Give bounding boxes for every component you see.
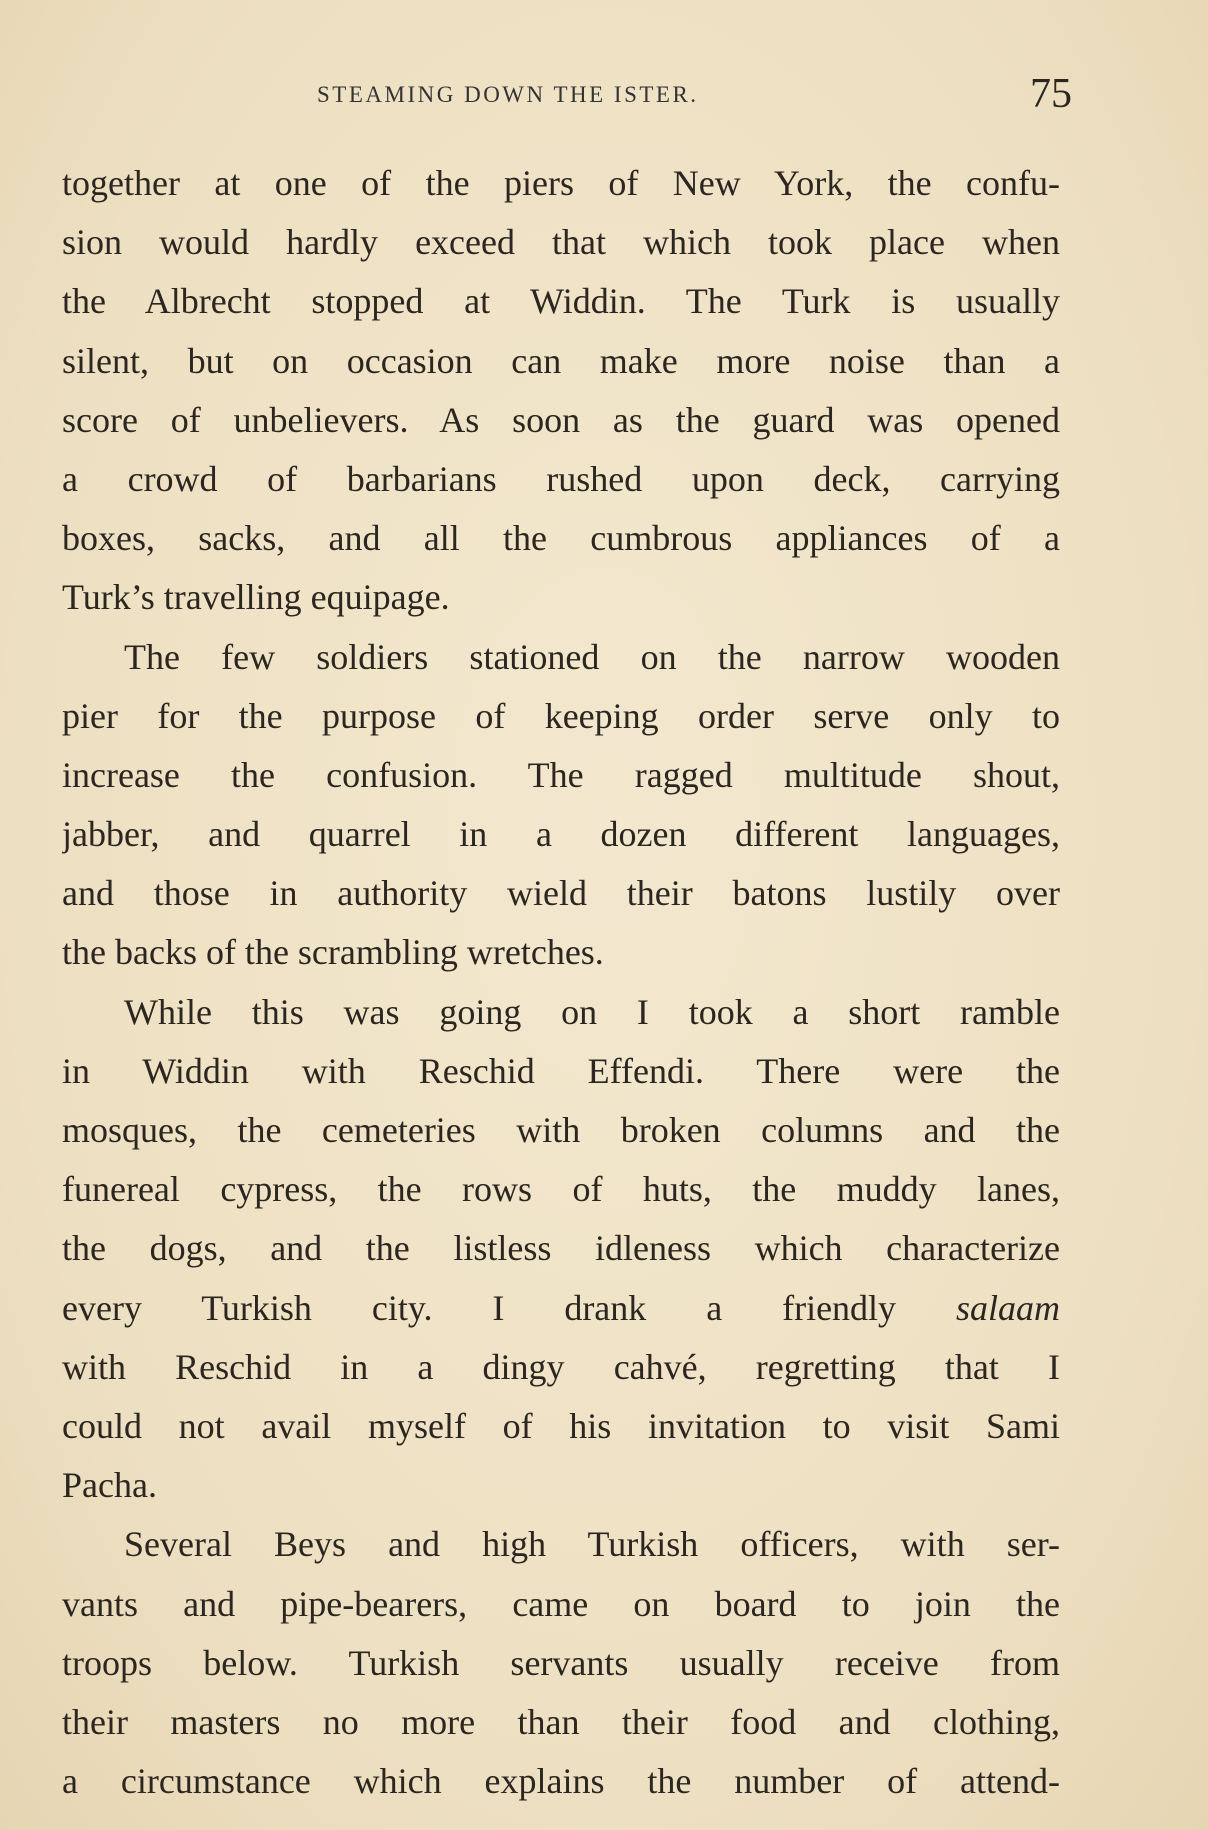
- running-head: [62, 68, 1072, 124]
- text-line: jabber, and quarrel in a dozen different languages,: [62, 814, 1060, 855]
- text-line: in Widdin with Reschid Effendi. There were the: [62, 1050, 1060, 1091]
- text-line: their masters no more than their food and clothing,: [62, 1701, 1060, 1742]
- text-line: together at one of the piers of New York, the confu-: [62, 163, 1060, 203]
- text-line: the backs of the scrambling wretches.: [62, 932, 604, 973]
- text-line: funereal cypress, the rows of huts, the muddy lanes,: [62, 1169, 1060, 1210]
- running-title: STEAMING DOWN THE ISTER.: [317, 82, 699, 107]
- text-line: score of unbelievers. As soon as the guard was opened: [62, 399, 1060, 440]
- text-line: troops below. Turkish servants usually receive from: [62, 1642, 1060, 1683]
- italic-word: salaam: [955, 1287, 1060, 1328]
- text-line: a crowd of barbarians rushed upon deck, carrying: [62, 458, 1060, 499]
- text-line: and those in authority wield their batons lustily over: [62, 873, 1060, 914]
- body-text: [62, 154, 1060, 1811]
- text-line: Pacha.: [62, 1465, 157, 1506]
- text-line: Turk’s travelling equipage.: [62, 577, 450, 618]
- paragraph-first-line: Several Beys and high Turkish officers, with ser-: [124, 1524, 1060, 1565]
- text-line: mosques, the cemeteries with broken columns and the: [62, 1110, 1060, 1150]
- text-line: increase the confusion. The ragged multitude shout,: [62, 754, 1060, 795]
- text-line: the Albrecht stopped at Widdin. The Turk is usually: [62, 281, 1060, 322]
- text-line: the dogs, and the listless idleness which characterize: [62, 1228, 1060, 1269]
- text-line: pier for the purpose of keeping order serve only to: [62, 695, 1060, 736]
- text-line: could not avail myself of his invitation to visit Sami: [62, 1405, 1060, 1446]
- text-line: boxes, sacks, and all the cumbrous appliances of a: [62, 518, 1060, 559]
- text-line-with-italic: [62, 1279, 1060, 1338]
- text-line: a circumstance which explains the number of attend-: [62, 1761, 1060, 1802]
- text-line: sion would hardly exceed that which took place when: [62, 222, 1060, 263]
- text-line: vants and pipe-bearers, came on board to join the: [62, 1583, 1060, 1624]
- page-number: 75: [1030, 71, 1072, 117]
- text-line: silent, but on occasion can make more noise than a: [62, 340, 1060, 381]
- text-line: with Reschid in a dingy cahvé, regretting that I: [62, 1346, 1060, 1387]
- paragraph-first-line: The few soldiers stationed on the narrow wooden: [124, 636, 1060, 677]
- paragraph-first-line: While this was going on I took a short ramble: [124, 991, 1060, 1032]
- text-segment: every Turkish city. I drank a friendly: [62, 1287, 956, 1328]
